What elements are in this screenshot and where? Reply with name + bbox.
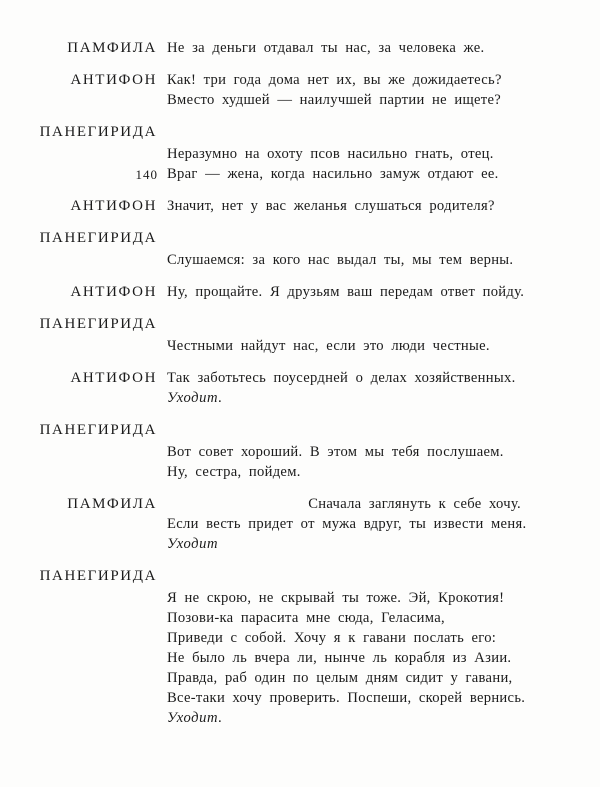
verse-text: Не за деньги отдавал ты нас, за человека же. xyxy=(167,40,485,56)
speech-lines xyxy=(167,336,545,356)
speech-block xyxy=(0,196,600,216)
verse-line xyxy=(167,648,545,668)
speech-block xyxy=(0,228,600,270)
speaker-name: ПАМФИЛА xyxy=(67,40,157,56)
verse-text: Слушаемся: за кого нас выдал ты, мы тем верны. xyxy=(167,252,514,268)
speech-block xyxy=(0,122,600,184)
verse-line xyxy=(167,442,545,462)
speech-blocks xyxy=(0,38,600,728)
verse-line xyxy=(167,608,545,628)
verse-text: Вот совет хороший. В этом мы тебя послушаем. xyxy=(167,444,504,460)
speech-block xyxy=(0,38,600,58)
stage-direction-text: Уходит. xyxy=(167,710,223,726)
verse-text: Правда, раб один по целым дням сидит у гавани, xyxy=(167,670,513,686)
speaker-name: АНТИФОН xyxy=(70,284,157,300)
speech-lines xyxy=(167,494,545,554)
speaker-name: ПАНЕГИРИДА xyxy=(39,422,157,438)
verse-text: Так заботьтесь поусердней о делах хозяйственных. xyxy=(167,370,516,386)
speech-lines xyxy=(167,196,545,216)
verse-line xyxy=(167,688,545,708)
verse-line xyxy=(167,494,545,514)
verse-text: Значит, нет у вас желанья слушаться родителя? xyxy=(167,198,495,214)
verse-line xyxy=(167,38,545,58)
speech-lines xyxy=(167,588,545,728)
speech-block xyxy=(0,566,600,728)
speech-block xyxy=(0,368,600,408)
speaker-name: ПАНЕГИРИДА xyxy=(39,124,157,140)
speech-lines xyxy=(167,250,545,270)
stage-direction xyxy=(167,388,545,408)
verse-line xyxy=(167,668,545,688)
verse-text: Честными найдут нас, если это люди честные. xyxy=(167,338,490,354)
verse-line-number: 140 xyxy=(135,167,158,182)
verse-text: Враг — жена, когда насильно замуж отдают ее. xyxy=(167,166,499,182)
speech-lines xyxy=(167,368,545,408)
speech-block xyxy=(0,420,600,482)
verse-text: Я не скрою, не скрывай ты тоже. Эй, Крокотия! xyxy=(167,590,505,606)
speech-lines xyxy=(167,282,545,302)
speaker-name: ПАНЕГИРИДА xyxy=(39,316,157,332)
speech-block xyxy=(0,70,600,110)
verse-line xyxy=(167,628,545,648)
speaker-name: АНТИФОН xyxy=(70,72,157,88)
speaker-name: ПАНЕГИРИДА xyxy=(39,568,157,584)
verse-line xyxy=(167,144,545,164)
stage-direction-text: Уходит. xyxy=(167,390,223,406)
verse-text: Если весть придет от мужа вдруг, ты извести меня. xyxy=(167,516,527,532)
verse-text: Позови-ка парасита мне сюда, Геласима, xyxy=(167,610,445,626)
verse-text: Как! три года дома нет их, вы же дожидаетесь? xyxy=(167,72,502,88)
verse-text: Ну, сестра, пойдем. xyxy=(167,464,301,480)
speech-lines xyxy=(167,38,545,58)
speech-lines xyxy=(167,442,545,482)
verse-text: Неразумно на охоту псов насильно гнать, отец. xyxy=(167,146,494,162)
verse-text: Не было ль вчера ли, нынче ль корабля из Азии. xyxy=(167,650,512,666)
stage-direction xyxy=(167,708,545,728)
verse-text: Приведи с собой. Хочу я к гавани послать его: xyxy=(167,630,497,646)
verse-line xyxy=(167,514,545,534)
verse-text: Вместо худшей — наилучшей партии не ищете? xyxy=(167,92,501,108)
speech-block xyxy=(0,314,600,356)
speaker-name: ПАНЕГИРИДА xyxy=(39,230,157,246)
verse-line xyxy=(167,250,545,270)
speaker-name: АНТИФОН xyxy=(70,370,157,386)
speech-lines xyxy=(135,144,545,184)
verse-text: Сначала заглянуть к себе хочу. xyxy=(308,496,521,512)
speech-lines xyxy=(167,70,545,110)
speaker-name: АНТИФОН xyxy=(70,198,157,214)
speech-block xyxy=(0,282,600,302)
stage-direction-text: Уходит xyxy=(167,536,219,552)
verse-line xyxy=(167,336,545,356)
verse-text: Ну, прощайте. Я друзьям ваш передам ответ пойду. xyxy=(167,284,525,300)
verse-line xyxy=(135,164,545,184)
verse-line xyxy=(167,368,545,388)
verse-line xyxy=(167,70,545,90)
verse-line xyxy=(167,90,545,110)
speaker-name: ПАМФИЛА xyxy=(67,496,157,512)
speech-block xyxy=(0,494,600,554)
verse-line xyxy=(167,196,545,216)
stage-direction xyxy=(167,534,545,554)
verse-text: Все-таки хочу проверить. Поспеши, скорей вернись. xyxy=(167,690,526,706)
verse-line xyxy=(167,282,545,302)
verse-line xyxy=(167,588,545,608)
verse-line xyxy=(167,462,545,482)
